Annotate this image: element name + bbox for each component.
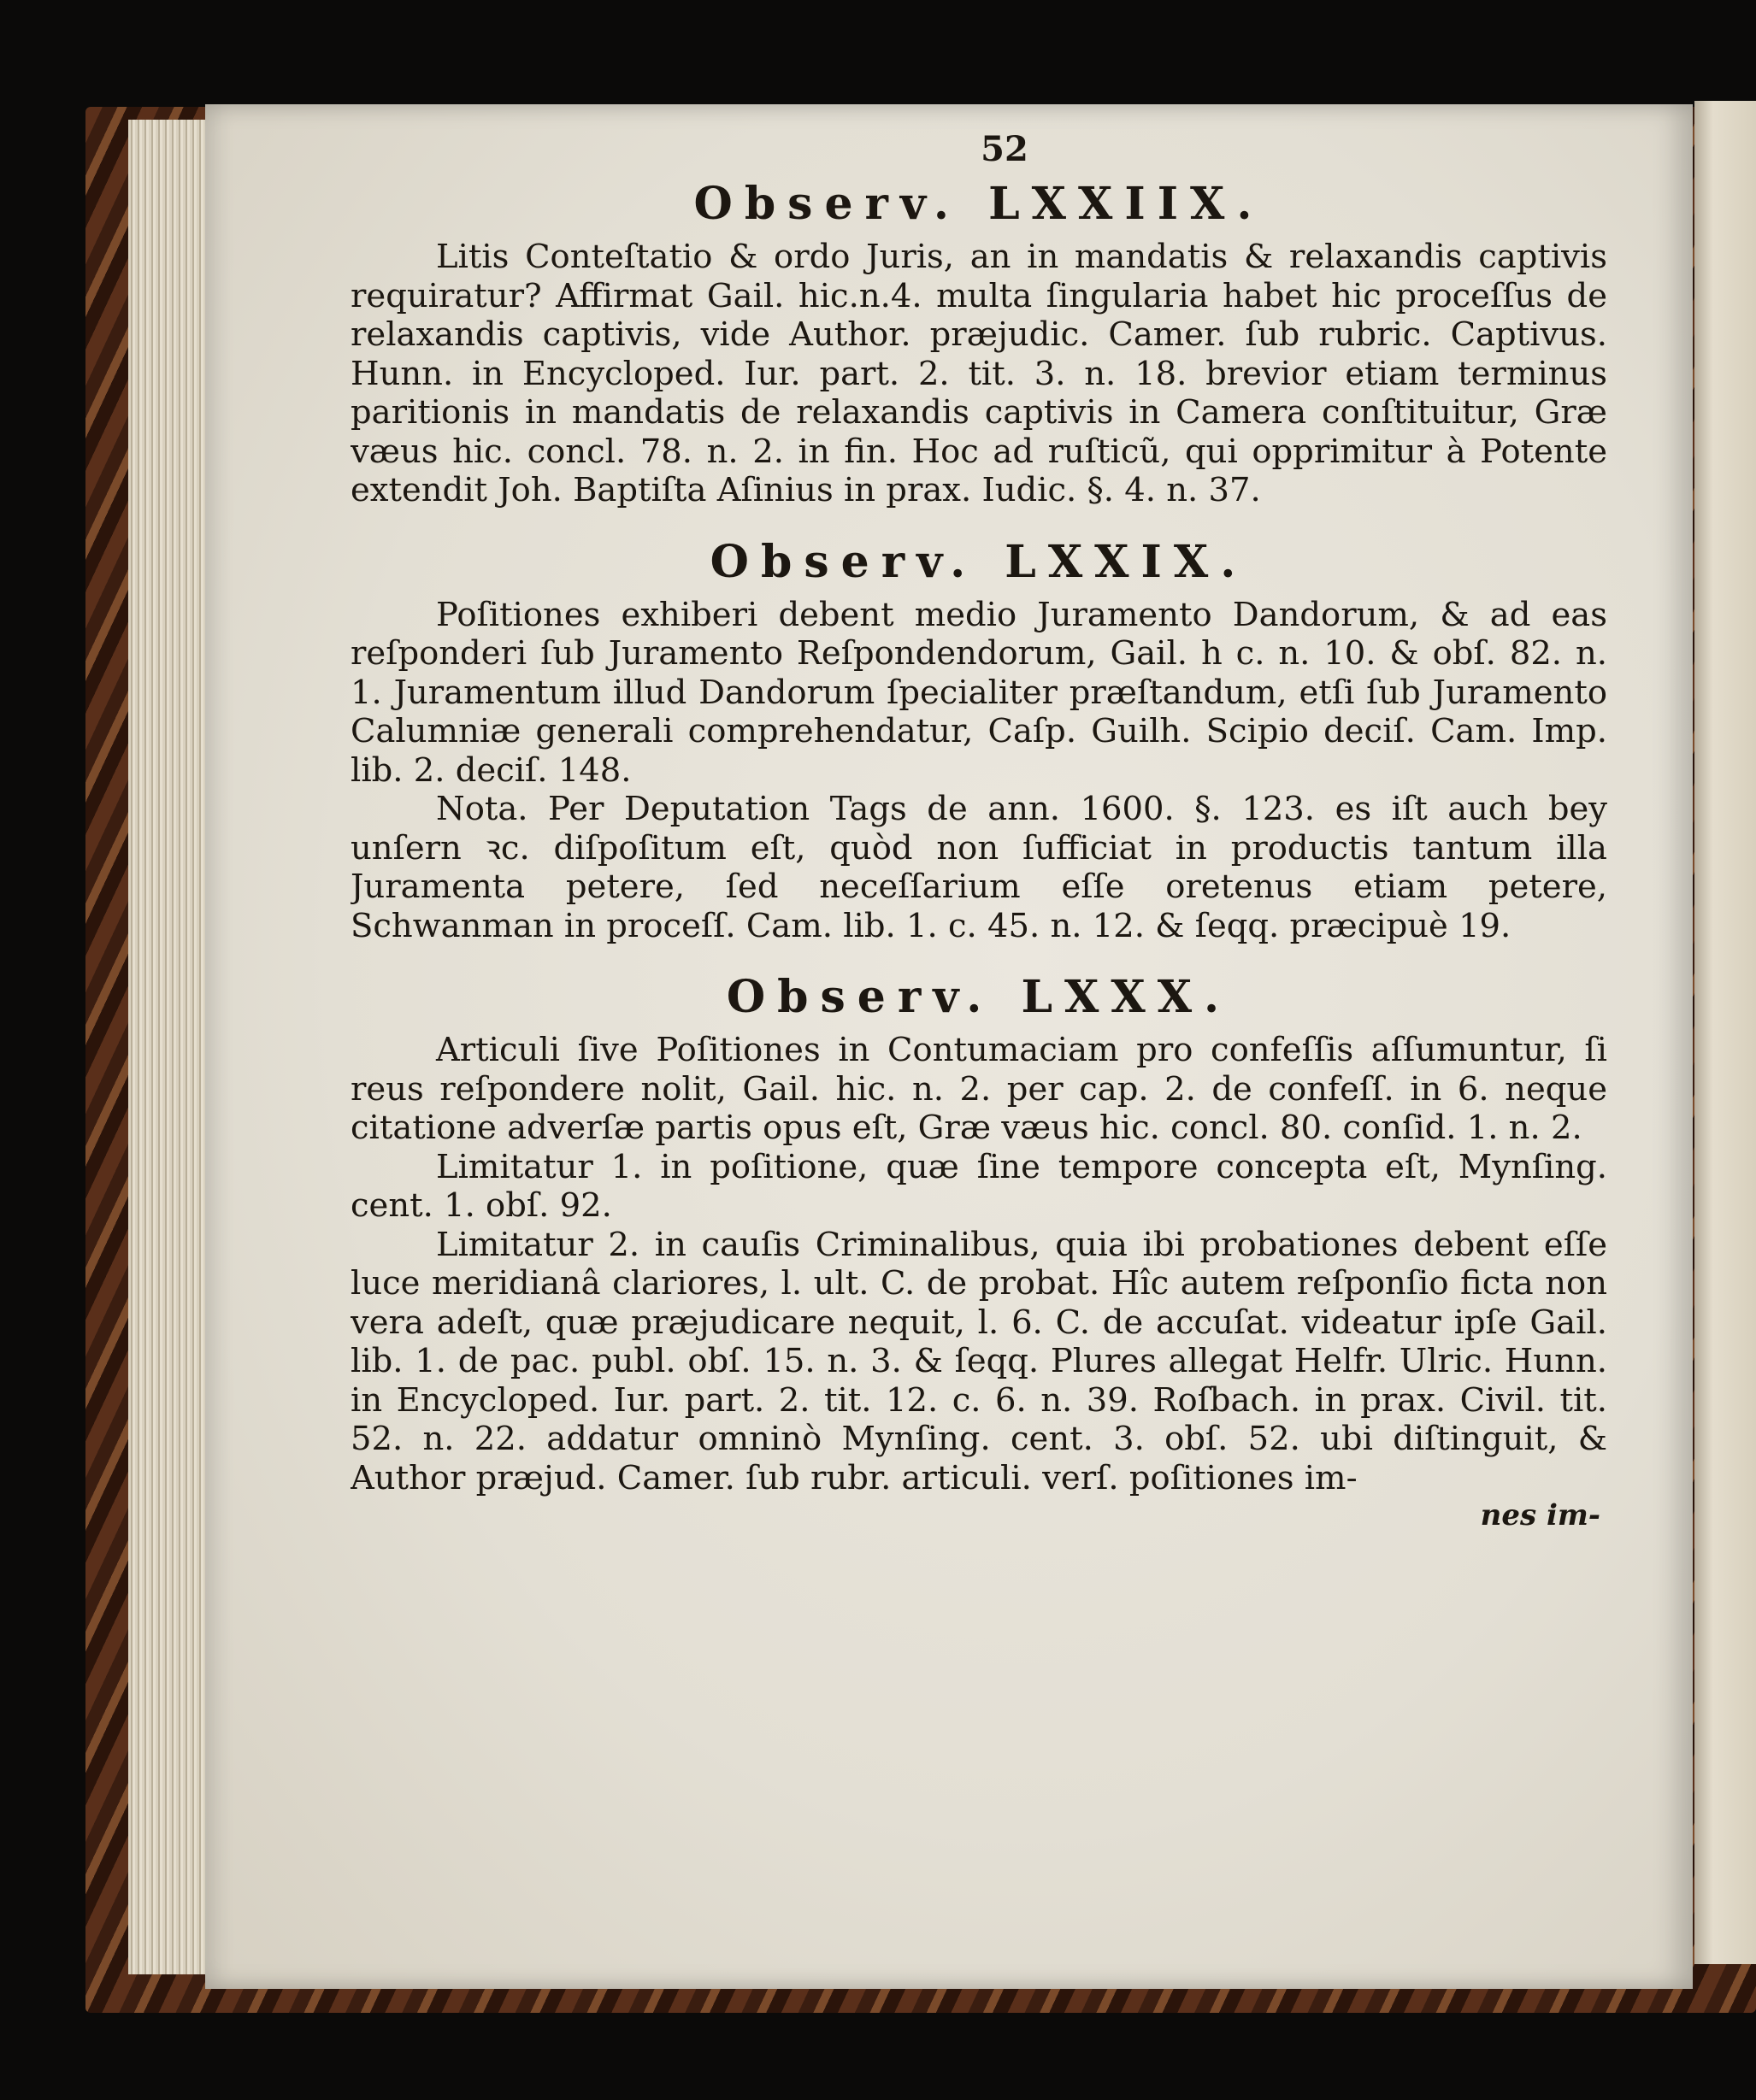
page-text [351, 128, 1607, 1897]
catchword: nes im- [1480, 1498, 1600, 1532]
paragraph: Limitatur 2. in cauſis Criminalibus, quia ibi probationes debent eſſe luce meridianâ clariores, l. ult. C. de probat. Hîc autem reſponſio ficta non vera adeſt, quæ præjudicare nequit, l. 6. C. de accuſat. videatur ipſe Gail. lib. 1. de pac. publ. obſ. 15. n. 3. & ſeqq. Plures allegat Helfr. Ulric. Hunn. in Encycloped. Iur. part. 2. tit. 12. c. 6. n. 39. Roſbach. in prax. Civil. tit. 52. n. 22. addatur omninò Mynſing. cent. 3. obſ. 52. ubi diſtinguit, & Author præjud. Camer. ſub rubr. articuli. verſ. poſitiones im- [351, 1225, 1607, 1497]
paragraph: Litis Conteſtatio & ordo Juris, an in mandatis & relaxandis captivis requiratur? Affirmat Gail. hic.n.4. multa ſingularia habet hic proceſſus de relaxandis captivis, vide Author. præjudic. Camer. ſub rubric. Captivus. Hunn. in Encycloped. Iur. part. 2. tit. 3. n. 18. brevior etiam terminus paritionis in mandatis de relaxandis captivis in Camera conſtituitur, Græ væus hic. concl. 78. n. 2. in fin. Hoc ad ruſticũ, qui opprimitur à Potente extendit Joh. Baptiſta Aſinius in prax. Iudic. §. 4. n. 37. [351, 238, 1607, 509]
page-number: 52 [981, 129, 1028, 169]
paragraph: Articuli ſive Poſitiones in Contumaciam pro confeſſis aſſumuntur, ſi reus reſpondere nolit, Gail. hic. n. 2. per cap. 2. de confeſſ. in 6. neque citatione adverſæ partis opus eſt, Græ væus hic. concl. 80. conſid. 1. n. 2. [351, 1031, 1607, 1147]
paragraph: Poſitiones exhiberi debent medio Juramento Dandorum, & ad eas reſponderi ſub Juramento Reſpondendorum, Gail. h c. n. 10. & obſ. 82. n. 1. Juramentum illud Dandorum ſpecialiter præſtandum, etſi ſub Juramento Calumniæ generali comprehendatur, Caſp. Guilh. Scipio deciſ. Cam. Imp. lib. 2. deciſ. 148. [351, 595, 1607, 790]
section-heading-3: Observ. LXXX. [726, 971, 1232, 1023]
facing-page-edge [1694, 101, 1756, 1964]
section-heading-2: Observ. LXXIX. [710, 535, 1248, 588]
paragraph: Nota. Per Deputation Tags de ann. 1600. §. 123. es iſt auch bey unſern ꝛc. diſpoſitum eſt, quòd non ſufficiat in productis tantum illa Juramenta petere, ſed neceſſarium eſſe oretenus etiam petere, Schwanman in proceſſ. Cam. lib. 1. c. 45. n. 12. & ſeqq. præcipuè 19. [351, 790, 1607, 945]
paragraph: Limitatur 1. in poſitione, quæ ſine tempore concepta eſt, Mynſing. cent. 1. obſ. 92. [351, 1147, 1607, 1225]
section-heading-1: Observ. LXXIIX. [693, 178, 1264, 230]
